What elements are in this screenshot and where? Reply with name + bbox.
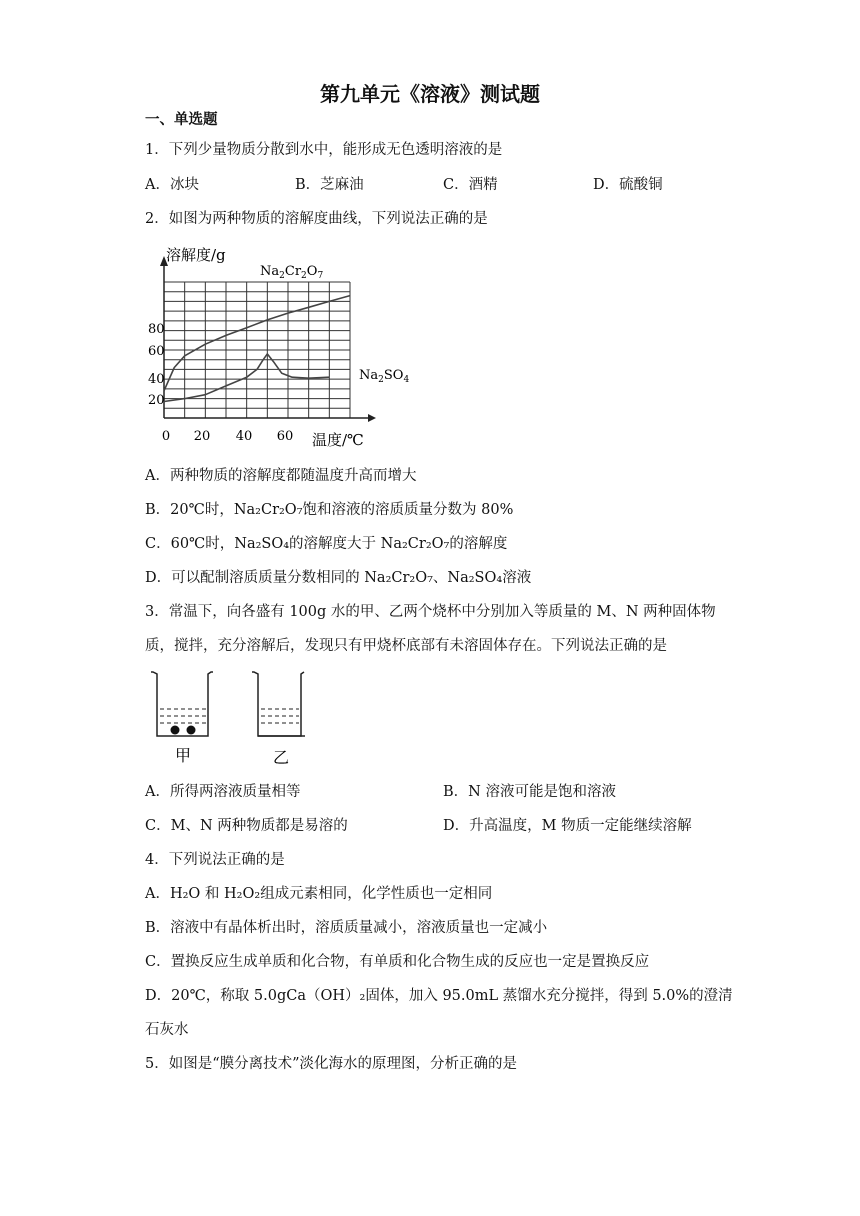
beaker-label-yi: 乙 [273,748,290,767]
beakers-figure [145,668,305,770]
y-tick-label: 20 [148,393,165,408]
q4-option-a: A．H₂O 和 H₂O₂组成元素相同，化学性质也一定相同 [145,886,493,902]
y-tick-label: 40 [148,372,165,387]
x-axis-label: 温度/℃ [312,431,364,449]
series-label-na2so4: $Na_2SO_4$ [359,368,410,385]
undissolved-solid [171,726,180,735]
question-4-stem: 4．下列说法正确的是 [145,852,285,868]
y-tick-label: 80 [148,322,165,337]
q1-option-b: B．芝麻油 [295,177,364,193]
question-3-stem-line1: 3．常温下，向各盛有 100g 水的甲、乙两个烧杯中分别加入等质量的 M、N 两种固体物 [145,604,716,620]
beaker-jia [151,672,213,765]
q3-option-d: D．升高温度，M 物质一定能继续溶解 [443,818,692,834]
q2-option-c: C．60℃时，Na₂SO₄的溶解度大于 Na₂Cr₂O₇的溶解度 [145,536,508,552]
q4-option-d: D．20℃，称取 5.0gCa（OH）₂固体，加入 95.0mL 蒸馏水充分搅拌，得到 5.0%的澄清 [145,988,733,1004]
q4-option-c: C．置换反应生成单质和化合物，有单质和化合物生成的反应也一定是置换反应 [145,954,650,970]
x-tick-label: 20 [193,429,211,444]
question-1-stem: 1．下列少量物质分散到水中，能形成无色透明溶液的是 [145,142,503,158]
beaker-yi [252,672,305,767]
solubility-chart [140,238,430,453]
series-line-na2cr2o7 [164,296,350,391]
section-heading: 一、单选题 [145,111,218,128]
x-tick-label: 60 [276,429,294,444]
y-tick-label: 60 [148,344,165,359]
q3-option-c: C．M、N 两种物质都是易溶的 [145,818,348,834]
q1-option-d: D．硫酸铜 [593,177,663,193]
q1-option-a: A．冰块 [145,177,199,193]
page-title: 第九单元《溶液》测试题 [320,82,540,106]
question-3-stem-line2: 质，搅拌，充分溶解后，发现只有甲烧杯底部有未溶固体存在。下列说法正确的是 [145,638,667,654]
q2-option-a: A．两种物质的溶解度都随温度升高而增大 [145,468,417,484]
question-5-stem: 5．如图是“膜分离技术”淡化海水的原理图，分析正确的是 [145,1056,518,1072]
q4-option-b: B．溶液中有晶体析出时，溶质质量减小，溶液质量也一定减小 [145,920,548,936]
q3-option-b: B．N 溶液可能是饱和溶液 [443,784,616,800]
q3-option-a: A．所得两溶液质量相等 [145,784,301,800]
series-label-na2cr2o7: $Na_2Cr_2O_7$ [260,264,324,281]
x-tick-label: 0 [161,429,171,444]
undissolved-solid [187,726,196,735]
q2-option-d: D．可以配制溶质质量分数相同的 Na₂Cr₂O₇、Na₂SO₄溶液 [145,570,532,586]
question-2-stem: 2．如图为两种物质的溶解度曲线，下列说法正确的是 [145,211,488,227]
x-tick-label: 40 [235,429,253,444]
q4-option-d-continued: 石灰水 [145,1022,189,1038]
q2-option-b: B．20℃时，Na₂Cr₂O₇饱和溶液的溶质质量分数为 80% [145,502,514,518]
q1-option-c: C．酒精 [443,177,498,193]
y-axis-label: 溶解度/g [166,246,226,264]
beaker-label-jia: 甲 [175,746,192,765]
